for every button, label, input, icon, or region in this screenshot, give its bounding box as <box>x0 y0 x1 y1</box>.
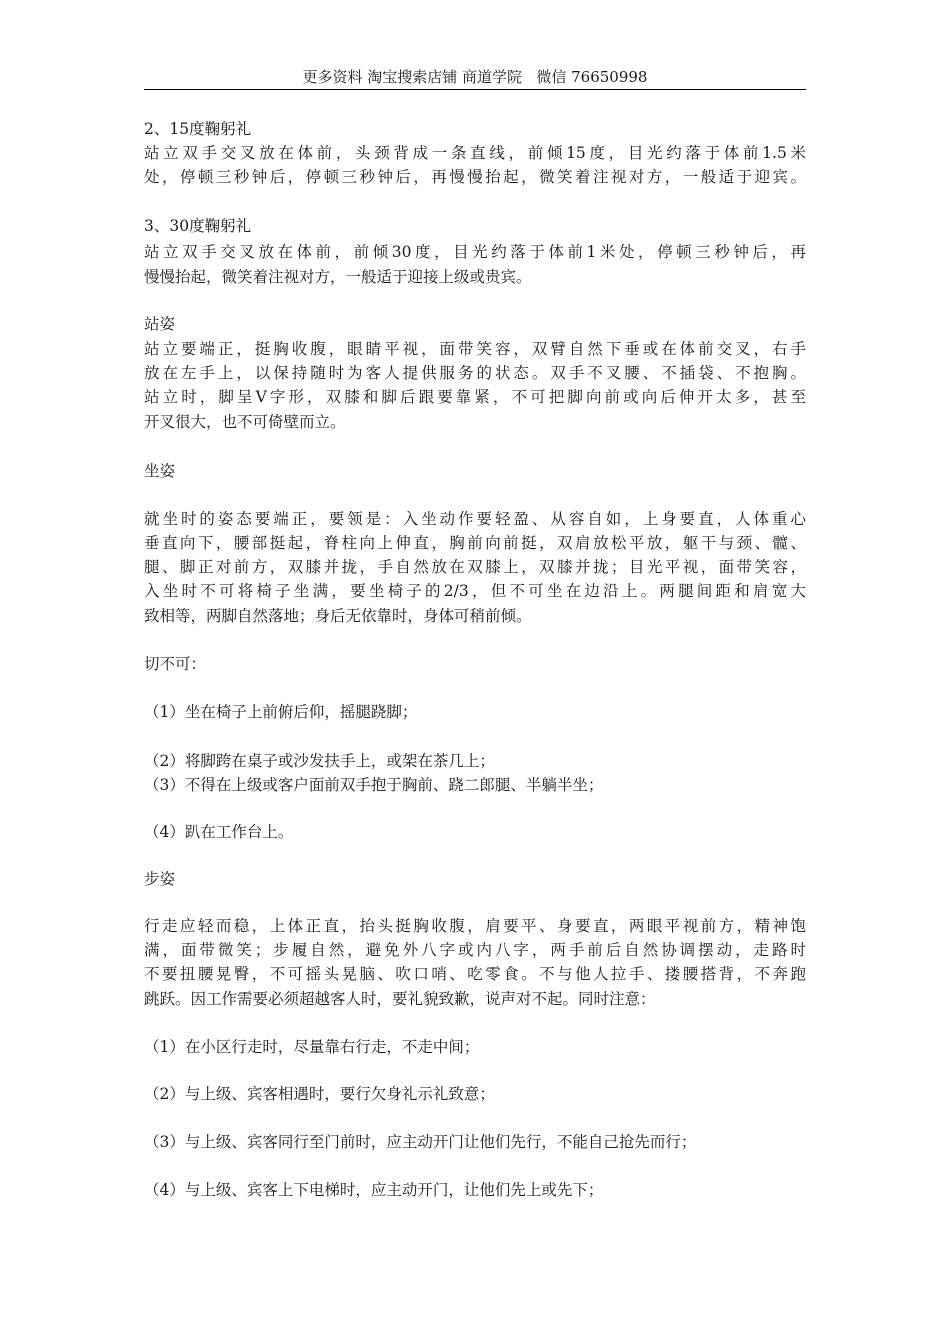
paragraph-line: 不要扭腰晃臀，不可摇头晃脑、吹口哨、吃零食。不与他人拉手、搂腰搭背，不奔跑 <box>144 965 806 983</box>
paragraph-line: 慢慢抬起，微笑着注视对方，一般适于迎接上级或贵宾。 <box>144 268 532 286</box>
paragraph-line: 垂直向下，腰部挺起，脊柱向上伸直，胸前向前挺，双肩放松平放，躯干与颈、髋、 <box>144 534 806 552</box>
list-item: （2）与上级、宾客相遇时，要行欠身礼示礼致意； <box>144 1085 495 1103</box>
section-heading-walk: 步姿 <box>144 870 176 888</box>
section-heading-stand: 站姿 <box>144 315 176 333</box>
section-heading-bow15: 2、15度鞠躬礼 <box>144 120 252 138</box>
paragraph-line: 开叉很大，也不可倚壁而立。 <box>144 413 346 431</box>
paragraph-line: 站立双手交叉放在体前，前倾30度，目光约落于体前1米处，停顿三秒钟后，再 <box>144 243 806 261</box>
paragraph-line: 满，面带微笑；步履自然，避免外八字或内八字，两手前后自然协调摆动，走路时 <box>144 941 806 959</box>
section-heading-bow30: 3、30度鞠躬礼 <box>144 217 252 235</box>
paragraph-line: 腿、脚正对前方，双膝并拢，手自然放在双膝上，双膝并拢；目光平视，面带笑容， <box>144 558 806 576</box>
list-item: （2）将脚跨在桌子或沙发扶手上，或架在茶几上； <box>144 752 495 770</box>
header-divider <box>144 89 806 90</box>
list-item: （3）不得在上级或客户面前双手抱于胸前、跷二郎腿、半躺半坐； <box>144 776 604 794</box>
paragraph-line: 跳跃。因工作需要必须超越客人时，要礼貌致歉，说声对不起。同时注意： <box>144 990 656 1008</box>
paragraph-line: 就坐时的姿态要端正，要领是：入坐动作要轻盈、从容自如，上身要直，人体重心 <box>144 510 806 528</box>
list-item: （4）与上级、宾客上下电梯时，应主动开门，让他们先上或先下； <box>144 1181 604 1199</box>
list-item: （3）与上级、宾客同行至门前时，应主动开门让他们先行，不能自己抢先而行； <box>144 1133 697 1151</box>
forbid-heading: 切不可： <box>144 655 207 673</box>
paragraph-line: 放在左手上，以保持随时为客人提供服务的状态。双手不叉腰、不插袋、不抱胸。 <box>144 364 806 382</box>
paragraph-line: 致相等，两脚自然落地；身后无依靠时，身体可稍前倾。 <box>144 607 532 625</box>
paragraph-line: 处，停顿三秒钟后，停顿三秒钟后，再慢慢抬起，微笑着注视对方，一般适于迎宾。 <box>144 168 806 186</box>
page-header: 更多资料 淘宝搜索店铺 商道学院 微信 76650998 <box>302 68 648 86</box>
list-item: （4）趴在工作台上。 <box>144 823 294 841</box>
paragraph-line: 站立时，脚呈V字形，双膝和脚后跟要靠紧，不可把脚向前或向后伸开太多，甚至 <box>144 388 806 406</box>
section-heading-sit: 坐姿 <box>144 462 176 480</box>
list-item: （1）在小区行走时，尽量靠右行走，不走中间； <box>144 1038 480 1056</box>
paragraph-line: 行走应轻而稳，上体正直，抬头挺胸收腹，肩要平、身要直，两眼平视前方，精神饱 <box>144 917 806 935</box>
paragraph-line: 站立双手交叉放在体前，头颈背成一条直线，前倾15度，目光约落于体前1.5米 <box>144 144 806 162</box>
paragraph-line: 站立要端正，挺胸收腹，眼睛平视，面带笑容，双臂自然下垂或在体前交叉，右手 <box>144 340 806 358</box>
list-item: （1）坐在椅子上前俯后仰，摇腿跷脚； <box>144 703 418 721</box>
paragraph-line: 入坐时不可将椅子坐满，要坐椅子的2/3，但不可坐在边沿上。两腿间距和肩宽大 <box>144 582 806 600</box>
